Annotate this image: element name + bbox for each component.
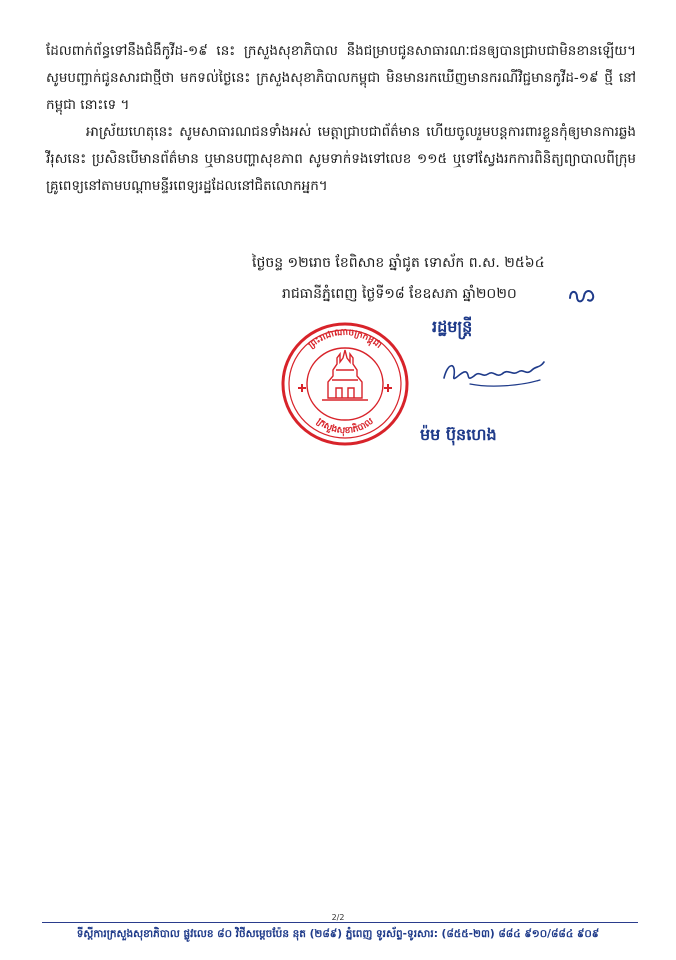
lunar-date: ថ្ងៃចន្ទ ១២រោច ខែពិសាខ ឆ្នាំជូត ទោស័ក ព.ស. ២៥៦៤ (252, 255, 545, 271)
signer-name: ម៉ម ប៊ុនហេង (420, 425, 497, 444)
page-number: 2/2 (331, 913, 345, 922)
paragraph-1: ដែលពាក់ព័ន្ធទៅនឹងជំងឺកូវីដ-១៩ នេះ ក្រសួងសុខាភិបាល នឹងជម្រាបជូនសាធារណៈជនឲ្យបានជ្រាបជាមិនខានឡើយ។ សូមបញ្ជាក់ជូនសារជាថ្មីថា មកទល់ថ្ងៃនេះ ក្រសួងសុខាភិបាលកម្ពុជា មិនមានរកឃើញមានករណីវិជ្ជមានកូវីដ-១៩ ថ្មី នៅកម្ពុជា នោះទេ ។ (46, 43, 636, 113)
ministry-seal (276, 318, 414, 450)
handwritten-signature (440, 348, 550, 398)
signer-title: រដ្ឋមន្ត្រី (432, 317, 473, 336)
svg-text:ព្រះរាជាណាចក្រកម្ពុជា: ព្រះរាជាណាចក្រកម្ពុជា (306, 327, 384, 351)
initial-mark-icon (567, 286, 597, 306)
solar-date: រាជធានីភ្នំពេញ ថ្ងៃទី១៨ ខែឧសភា ឆ្នាំ២០២០ (282, 286, 517, 302)
letter-body (46, 38, 636, 200)
footer-address: ទីស្តីការក្រសួងសុខាភិបាល ផ្លូវលេខ ៨០ វិថីសម្តេចប៉ែន នុត (២៨៩) ភ្នំពេញ ទូរស័ព្ទ-ទូរសារ: (៨៥៥-២៣) ៨៨៤ ៩១០/៨៨៤ ៩០៩ (76, 928, 600, 940)
svg-text:ក្រសួងសុខាភិបាល: ក្រសួងសុខាភិបាល (314, 416, 376, 437)
paragraph-2: អាស្រ័យហេតុនេះ សូមសាធារណជនទាំងអស់ មេត្តាជ្រាបជាព័ត៌មាន ហើយចូលរួមបន្តការពារខ្លួនកុំឲ្យមានការឆ្លងវីរុសនេះ ប្រសិនបើមានព័ត៌មាន ឬមានបញ្ហាសុខភាព សូមទាក់ទងទៅលេខ ១១៥ ឬទៅស្វែងរកការពិនិត្យព្យាបាលពីក្រុមគ្រូពេទ្យនៅតាមបណ្តាមន្ទីរពេទ្យរដ្ឋដែលនៅជិតលោកអ្នក។ (46, 124, 636, 194)
footer-divider (42, 922, 638, 923)
